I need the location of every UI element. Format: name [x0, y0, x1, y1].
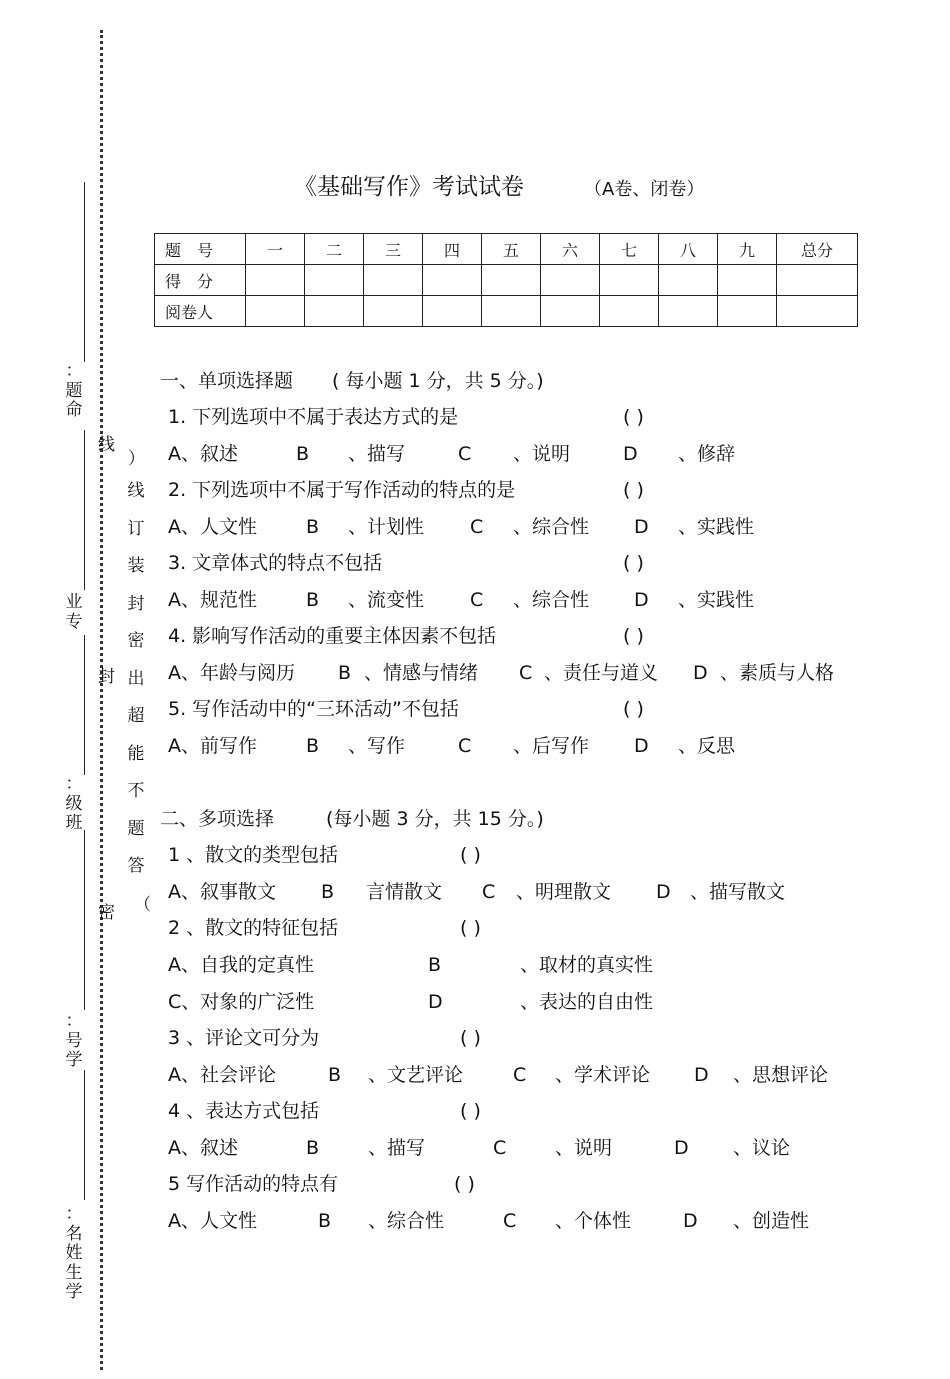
option-c-letter: C — [513, 1064, 527, 1086]
option-d-letter: D — [694, 1064, 709, 1086]
grader-cell[interactable] — [305, 296, 364, 327]
option-a: A、叙事散文 — [168, 881, 276, 903]
stem-text: 2 、散文的特征包括 — [168, 917, 339, 939]
option-b: 言情散文 — [366, 881, 443, 903]
option-d-letter: D — [623, 443, 638, 465]
option-a: A、叙述 — [168, 443, 238, 465]
margin-char-mi: 密 — [98, 903, 115, 923]
score-cell[interactable] — [718, 265, 777, 296]
option-b: 、情感与情绪 — [364, 662, 479, 684]
answer-blank[interactable]: ( ) — [623, 406, 644, 428]
option-a: A、人文性 — [168, 1210, 257, 1232]
option-a: A、人文性 — [168, 516, 257, 538]
option-c-letter: C — [493, 1137, 507, 1159]
option-a: A、社会评论 — [168, 1064, 276, 1086]
stem-text: 4. 影响写作活动的重要主体因素不包括 — [168, 625, 497, 647]
header-cell: 二 — [305, 234, 364, 265]
option-a: A、年龄与阅历 — [168, 662, 295, 684]
option-d-letter: D — [428, 991, 443, 1013]
score-cell[interactable] — [246, 265, 305, 296]
margin-char-paren-close: ） — [128, 449, 145, 469]
row-label-score: 得 分 — [155, 265, 246, 296]
option-b-letter: B — [306, 516, 320, 538]
grader-cell[interactable] — [541, 296, 600, 327]
label-student-id: ：号学 — [65, 1011, 83, 1071]
score-row — [155, 265, 858, 296]
option-d-letter: D — [656, 881, 671, 903]
header-cell: 题 号 — [155, 234, 246, 265]
label-major: 业专 — [65, 592, 83, 632]
score-cell[interactable] — [305, 265, 364, 296]
header-cell: 八 — [659, 234, 718, 265]
score-table — [154, 233, 858, 327]
option-b-letter: B — [338, 662, 352, 684]
header-cell: 四 — [423, 234, 482, 265]
seal-char: 不 — [127, 781, 145, 801]
header-cell: 九 — [718, 234, 777, 265]
section1-note: ( 每小题 1 分，共 5 分。) — [332, 370, 544, 392]
answer-blank[interactable]: ( ) — [460, 844, 481, 866]
option-d: 、素质与人格 — [720, 662, 835, 684]
option-b: 、流变性 — [348, 589, 425, 611]
option-c-letter: C — [458, 735, 472, 757]
option-d: 、实践性 — [678, 589, 755, 611]
stem-text: 1. 下列选项中不属于表达方式的是 — [168, 406, 459, 428]
score-cell[interactable] — [541, 265, 600, 296]
exam-title: 《基础写作》考试试卷 — [294, 174, 524, 200]
option-d-letter: D — [634, 516, 649, 538]
stem-text: 3 、评论文可分为 — [168, 1027, 320, 1049]
option-c-letter: C — [503, 1210, 517, 1232]
option-d: 、表达的自由性 — [520, 991, 654, 1013]
grader-cell[interactable] — [718, 296, 777, 327]
seal-char: 能 — [127, 743, 145, 764]
header-cell: 六 — [541, 234, 600, 265]
option-d: 、实践性 — [678, 516, 755, 538]
seal-char: 密 — [127, 631, 145, 651]
answer-blank[interactable]: ( ) — [454, 1173, 475, 1195]
option-d: 、议论 — [733, 1137, 791, 1159]
option-c: 、说明 — [513, 443, 571, 465]
option-b-letter: B — [306, 735, 320, 757]
margin-char-paren-open: （ — [134, 895, 151, 915]
option-b: 、综合性 — [368, 1210, 445, 1232]
option-c: 、说明 — [555, 1137, 613, 1159]
label-student-name: ：名姓生学 — [65, 1204, 83, 1303]
option-b: 、描写 — [368, 1137, 426, 1159]
option-b-letter: B — [428, 954, 442, 976]
seal-char: 线 — [127, 481, 145, 501]
option-b-letter: B — [318, 1210, 332, 1232]
option-d: 、描写散文 — [690, 881, 786, 903]
section1-heading: 一、单项选择题 — [160, 370, 294, 392]
option-a: A、叙述 — [168, 1137, 238, 1159]
score-cell[interactable] — [482, 265, 541, 296]
score-cell[interactable] — [423, 265, 482, 296]
option-c-letter: C — [470, 516, 484, 538]
stem-text: 5. 写作活动中的“三环活动”不包括 — [168, 698, 459, 720]
seal-char: 出 — [127, 668, 145, 689]
option-b-letter: B — [321, 881, 335, 903]
stem-text: 5 写作活动的特点有 — [168, 1173, 339, 1195]
option-b: 、描写 — [348, 443, 406, 465]
binding-dotted-line-outer — [100, 30, 103, 1370]
seal-char: 订 — [127, 518, 145, 539]
header-cell: 一 — [246, 234, 305, 265]
row-label-grader: 阅卷人 — [155, 296, 246, 327]
grader-row — [155, 296, 858, 327]
option-b-letter: B — [328, 1064, 342, 1086]
label-exam-setter: ：题命 — [65, 361, 83, 421]
header-cell: 五 — [482, 234, 541, 265]
option-d-letter: D — [634, 735, 649, 757]
score-cell[interactable] — [777, 265, 858, 296]
binding-rule-4 — [84, 830, 85, 1010]
option-d: 、创造性 — [733, 1210, 810, 1232]
option-d: 、思想评论 — [733, 1064, 829, 1086]
option-b: 、文艺评论 — [368, 1064, 464, 1086]
grader-cell[interactable] — [659, 296, 718, 327]
option-b-letter: B — [296, 443, 310, 465]
seal-warning-column — [124, 476, 148, 889]
option-b: 、取材的真实性 — [520, 954, 654, 976]
stem-text: 3. 文章体式的特点不包括 — [168, 552, 383, 574]
answer-blank[interactable]: ( ) — [623, 625, 644, 647]
answer-blank[interactable]: ( ) — [460, 1100, 481, 1122]
score-cell[interactable] — [659, 265, 718, 296]
option-d: 、反思 — [678, 735, 736, 757]
stem-text: 1 、散文的类型包括 — [168, 844, 339, 866]
option-a: A、规范性 — [168, 589, 257, 611]
seal-char: 封 — [127, 593, 145, 614]
score-cell[interactable] — [364, 265, 423, 296]
grader-cell[interactable] — [777, 296, 858, 327]
margin-char-feng: 封 — [98, 667, 115, 687]
exam-subtitle: （A卷、闭卷） — [584, 179, 705, 200]
margin-char-xian: 线 — [98, 435, 115, 455]
option-c: 、后写作 — [513, 735, 590, 757]
option-d-letter: D — [693, 662, 708, 684]
option-d-letter: D — [634, 589, 649, 611]
grader-cell[interactable] — [364, 296, 423, 327]
option-c-letter: C — [519, 662, 533, 684]
option-a: A、自我的定真性 — [168, 954, 314, 976]
option-c: 、个体性 — [555, 1210, 632, 1232]
option-d-letter: D — [683, 1210, 698, 1232]
binding-rule-5 — [84, 1070, 85, 1200]
option-b: 、计划性 — [348, 516, 425, 538]
stem-text: 4 、表达方式包括 — [168, 1100, 320, 1122]
option-a: A、前写作 — [168, 735, 257, 757]
answer-blank[interactable]: ( ) — [623, 479, 644, 501]
answer-blank[interactable]: ( ) — [623, 698, 644, 720]
header-cell: 三 — [364, 234, 423, 265]
answer-blank[interactable]: ( ) — [623, 552, 644, 574]
option-c: 、综合性 — [513, 516, 590, 538]
option-c-letter: C — [458, 443, 472, 465]
score-cell[interactable] — [600, 265, 659, 296]
seal-char: 答 — [127, 856, 145, 876]
grader-cell[interactable] — [423, 296, 482, 327]
header-cell: 总分 — [777, 234, 858, 265]
stem-text: 2. 下列选项中不属于写作活动的特点的是 — [168, 479, 516, 501]
seal-char: 装 — [127, 556, 145, 576]
option-c: C、对象的广泛性 — [168, 991, 315, 1013]
option-b-letter: B — [306, 1137, 320, 1159]
option-c-letter: C — [470, 589, 484, 611]
option-b-letter: B — [306, 589, 320, 611]
grader-cell[interactable] — [246, 296, 305, 327]
header-cell: 七 — [600, 234, 659, 265]
option-c: 、责任与道义 — [544, 662, 659, 684]
option-c: 、明理散文 — [516, 881, 612, 903]
binding-rule-1 — [84, 182, 85, 362]
seal-char: 超 — [127, 706, 145, 726]
option-c-letter: C — [482, 881, 496, 903]
binding-rule-3 — [84, 635, 85, 775]
option-c: 、综合性 — [513, 589, 590, 611]
answer-blank[interactable]: ( ) — [460, 1027, 481, 1049]
option-c: 、学术评论 — [555, 1064, 651, 1086]
binding-rule-2 — [84, 430, 85, 590]
section2-note: (每小题 3 分，共 15 分。) — [326, 808, 544, 830]
option-d-letter: D — [674, 1137, 689, 1159]
answer-blank[interactable]: ( ) — [460, 917, 481, 939]
label-class: ：级班 — [65, 774, 83, 834]
seal-char: 题 — [127, 818, 145, 839]
grader-cell[interactable] — [482, 296, 541, 327]
option-d: 、修辞 — [678, 443, 736, 465]
option-b: 、写作 — [348, 735, 406, 757]
section2-heading: 二、多项选择 — [160, 808, 275, 830]
grader-cell[interactable] — [600, 296, 659, 327]
score-table-header-row — [155, 234, 858, 265]
